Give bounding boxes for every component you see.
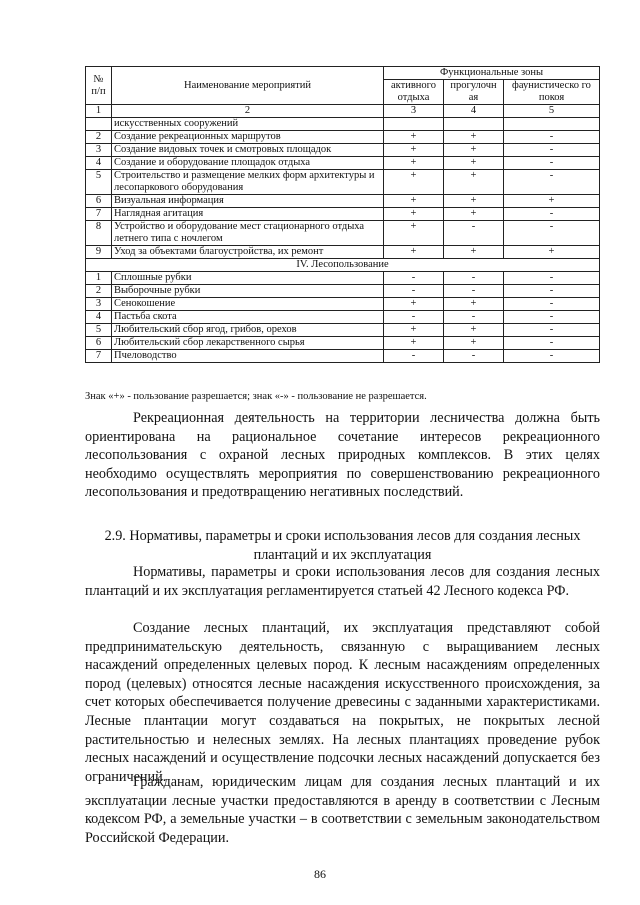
paragraph-3: Создание лесных плантаций, их эксплуатация представляют собой предпринимательскую деятельность, связанную с выращиванием лесных насаждений определенных целевых пород. К лесным насаждениям определенных пород (целевых) относятся лесные насаждения искусственного происхождения, за счет которых обеспечивается получение древесины с заданными характеристиками. Лесные плантации могут создаваться на покрытых, не покрытых лесной растительностью и нелесных землях. На лесных плантациях проведение рубок лесных насаждений и осуществление подсочки лесных насаждений допускается без ограничений. xyxy=(85,620,600,785)
zone-fauna-value: + xyxy=(504,246,600,259)
table-row xyxy=(86,272,600,285)
row-name: Уход за объектами благоустройства, их ремонт xyxy=(112,246,384,259)
table-row xyxy=(86,298,600,311)
row-number: 2 xyxy=(86,285,112,298)
table-row xyxy=(86,131,600,144)
row-number: 7 xyxy=(86,208,112,221)
table-row xyxy=(86,208,600,221)
table-row xyxy=(86,324,600,337)
table-row xyxy=(86,350,600,363)
row-name: Пастьба скота xyxy=(112,311,384,324)
zone-active-value: + xyxy=(384,131,444,144)
zone-active-value: + xyxy=(384,298,444,311)
zone-fauna-value: - xyxy=(504,208,600,221)
row-number: 2 xyxy=(86,131,112,144)
zone-walk-value: + xyxy=(444,246,504,259)
header-zone-active: активного отдыха xyxy=(384,80,444,105)
zone-active-value: + xyxy=(384,195,444,208)
section-heading: 2.9. Нормативы, параметры и сроки использования лесов для создания лесных плантаций и их эксплуатация xyxy=(104,528,581,563)
row-number: 5 xyxy=(86,324,112,337)
zone-active-value: - xyxy=(384,285,444,298)
row-number: 8 xyxy=(86,221,112,246)
colnum: 5 xyxy=(504,105,600,118)
zone-fauna-value: - xyxy=(504,311,600,324)
header-zones: Функциональные зоны xyxy=(384,67,600,80)
zone-active-value: + xyxy=(384,337,444,350)
zone-active-value: - xyxy=(384,311,444,324)
zone-fauna-value: - xyxy=(504,350,600,363)
paragraph-4: Гражданам, юридическим лицам для создания лесных плантаций и их эксплуатации лесные участки предоставляются в аренду в соответствии с Лесным кодексом РФ, а земельные участки – в соответствии с земельным законодательством Российской Федерации. xyxy=(85,774,600,846)
zone-fauna-value: - xyxy=(504,272,600,285)
zone-fauna-value xyxy=(504,118,600,131)
zone-walk-value: + xyxy=(444,131,504,144)
row-number: 6 xyxy=(86,195,112,208)
colnum: 3 xyxy=(384,105,444,118)
zone-fauna-value: - xyxy=(504,298,600,311)
column-number-row xyxy=(86,105,600,118)
zone-walk-value: - xyxy=(444,285,504,298)
row-name: Наглядная агитация xyxy=(112,208,384,221)
table-row xyxy=(86,170,600,195)
row-name: Строительство и размещение мелких форм архитектуры и лесопаркового оборудования xyxy=(112,170,384,195)
zone-active-value: + xyxy=(384,324,444,337)
row-name: Создание рекреационных маршрутов xyxy=(112,131,384,144)
row-name: Пчеловодство xyxy=(112,350,384,363)
zone-active-value: + xyxy=(384,170,444,195)
zone-walk-value: + xyxy=(444,208,504,221)
row-number xyxy=(86,118,112,131)
row-name: Создание и оборудование площадок отдыха xyxy=(112,157,384,170)
table-row xyxy=(86,285,600,298)
section-row xyxy=(86,259,600,272)
colnum: 4 xyxy=(444,105,504,118)
colnum: 1 xyxy=(86,105,112,118)
zone-fauna-value: - xyxy=(504,324,600,337)
page-number: 86 xyxy=(314,867,326,881)
row-number: 1 xyxy=(86,272,112,285)
zone-walk-value: + xyxy=(444,337,504,350)
row-number: 6 xyxy=(86,337,112,350)
zone-walk-value: + xyxy=(444,170,504,195)
table-row xyxy=(86,195,600,208)
zone-active-value: + xyxy=(384,246,444,259)
zone-fauna-value: - xyxy=(504,144,600,157)
table-row xyxy=(86,337,600,350)
zone-active-value: + xyxy=(384,144,444,157)
zone-active-value: - xyxy=(384,272,444,285)
zone-walk-value: + xyxy=(444,298,504,311)
header-name: Наименование мероприятий xyxy=(112,67,384,105)
zone-walk-value: - xyxy=(444,272,504,285)
row-name: Выборочные рубки xyxy=(112,285,384,298)
row-name: Сенокошение xyxy=(112,298,384,311)
zone-fauna-value: + xyxy=(504,195,600,208)
row-name: искусственных сооружений xyxy=(112,118,384,131)
zone-walk-value: + xyxy=(444,324,504,337)
zone-walk-value: - xyxy=(444,221,504,246)
row-name: Визуальная информация xyxy=(112,195,384,208)
header-zone-walk: прогулочн ая xyxy=(444,80,504,105)
header-zone-fauna: фаунистическо го покоя xyxy=(504,80,600,105)
zone-walk-value: - xyxy=(444,311,504,324)
row-name: Создание видовых точек и смотровых площадок xyxy=(112,144,384,157)
table-row xyxy=(86,144,600,157)
zone-fauna-value: - xyxy=(504,337,600,350)
table-row xyxy=(86,246,600,259)
zone-fauna-value: - xyxy=(504,131,600,144)
zone-walk-value: + xyxy=(444,144,504,157)
zone-fauna-value: - xyxy=(504,285,600,298)
measures-table xyxy=(85,66,600,363)
zone-active-value: + xyxy=(384,221,444,246)
colnum: 2 xyxy=(112,105,384,118)
table-row xyxy=(86,311,600,324)
row-number: 7 xyxy=(86,350,112,363)
zone-walk-value: + xyxy=(444,195,504,208)
row-name: Любительский сбор лекарственного сырья xyxy=(112,337,384,350)
row-name: Любительский сбор ягод, грибов, орехов xyxy=(112,324,384,337)
zone-walk-value: + xyxy=(444,157,504,170)
zone-fauna-value: - xyxy=(504,157,600,170)
zone-fauna-value: - xyxy=(504,221,600,246)
table-row xyxy=(86,157,600,170)
zone-active-value xyxy=(384,118,444,131)
row-number: 3 xyxy=(86,298,112,311)
row-name: Устройство и оборудование мест стационарного отдыха летнего типа с ночлегом xyxy=(112,221,384,246)
row-number: 4 xyxy=(86,311,112,324)
table-row xyxy=(86,221,600,246)
section-title: IV. Лесопользование xyxy=(86,259,600,272)
header-num: № п/п xyxy=(86,67,112,105)
row-number: 3 xyxy=(86,144,112,157)
zone-fauna-value: - xyxy=(504,170,600,195)
zone-walk-value: - xyxy=(444,350,504,363)
table-row xyxy=(86,118,600,131)
paragraph-2: Нормативы, параметры и сроки использования лесов для создания лесных плантаций и их эксплуатация регламентируется статьей 42 Лесного кодекса РФ. xyxy=(85,564,600,599)
zone-walk-value xyxy=(444,118,504,131)
zone-active-value: - xyxy=(384,350,444,363)
paragraph-1: Рекреационная деятельность на территории лесничества должна быть ориентирована на рациональное сочетание интересов рекреационного лесопользования с охраной лесных природных комплексов. В этих целях необходимо осуществлять мероприятия по совершенствованию рекреационного лесопользования и предотвращению негативных последствий. xyxy=(85,410,600,501)
zone-active-value: + xyxy=(384,208,444,221)
row-number: 9 xyxy=(86,246,112,259)
row-number: 5 xyxy=(86,170,112,195)
table-legend: Знак «+» - пользование разрешается; знак «-» - пользование не разрешается. xyxy=(85,391,427,402)
zone-active-value: + xyxy=(384,157,444,170)
row-number: 4 xyxy=(86,157,112,170)
row-name: Сплошные рубки xyxy=(112,272,384,285)
